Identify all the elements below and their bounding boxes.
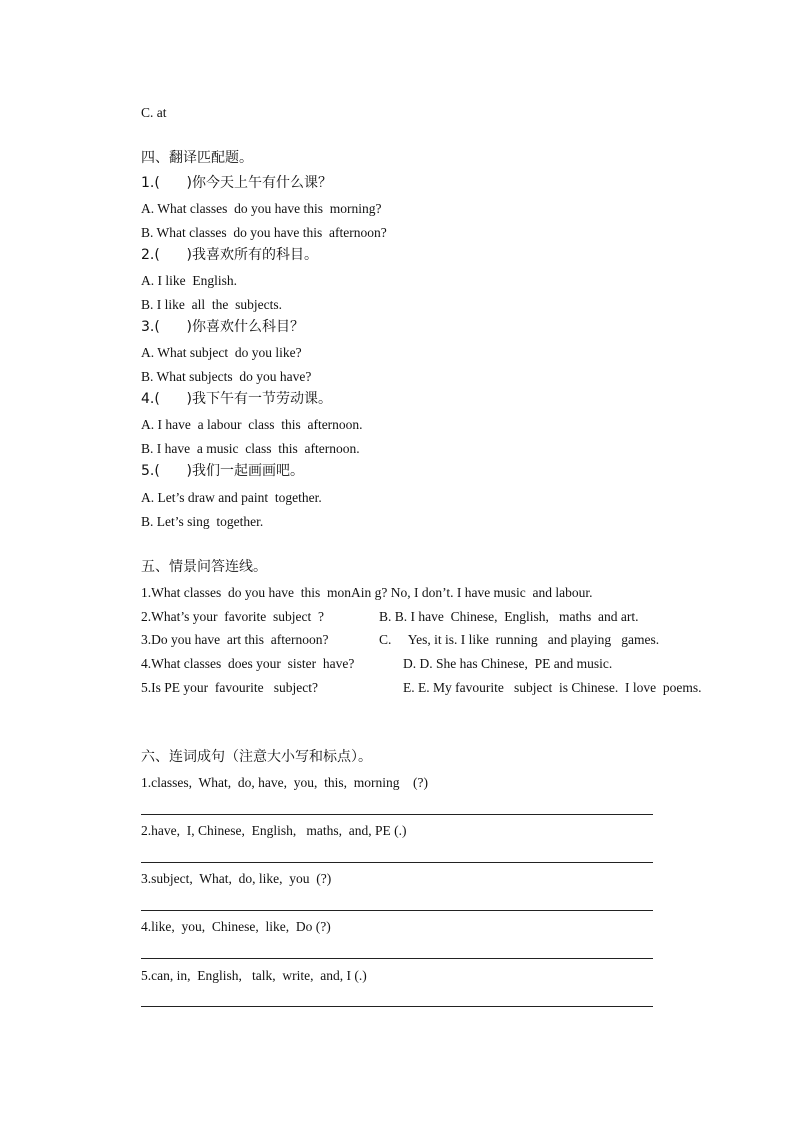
section5-left-4: 4.What classes does your sister have? — [141, 656, 355, 671]
section6-item-5: 5.can, in, English, talk, write, and, I (.) — [141, 968, 367, 983]
section4-q2-option-a: A. I like English. — [141, 273, 237, 288]
section4-q5-option-b: B. Let’s sing together. — [141, 514, 264, 529]
section4-title: 四、翻译匹配题。 — [141, 150, 253, 166]
section6-item-2: 2.have, I, Chinese, English, maths, and, PE (.) — [141, 823, 407, 838]
section4-q2-option-b: B. I like all the subjects. — [141, 297, 282, 312]
section5-right-3: C. Yes, it is. I like running and playing games. — [379, 632, 660, 647]
section5-left-1: 1.What classes do you have this monAin g? No, I don’t. I have music and labour. — [141, 585, 593, 600]
section5-right-5: E. E. My favourite subject is Chinese. I love poems. — [403, 680, 702, 695]
answer-line-1[interactable] — [141, 814, 653, 815]
answer-line-3[interactable] — [141, 910, 653, 911]
section4-question-4: 4.( )我下午有一节劳动课。 — [141, 391, 332, 407]
answer-line-4[interactable] — [141, 958, 653, 959]
section4-question-1: 1.( )你今天上午有什么课？ — [141, 175, 332, 191]
section4-q4-option-b: B. I have a music class this afternoon. — [141, 441, 360, 456]
section4-question-2: 2.( )我喜欢所有的科目。 — [141, 247, 318, 263]
option-c-previous: C. at — [141, 105, 167, 120]
section4-q1-option-a: A. What classes do you have this morning? — [141, 201, 382, 216]
section4-q5-option-a: A. Let’s draw and paint together. — [141, 490, 322, 505]
answer-line-5[interactable] — [141, 1006, 653, 1007]
section4-q3-option-b: B. What subjects do you have? — [141, 369, 312, 384]
section6-item-1: 1.classes, What, do, have, you, this, morning (?) — [141, 775, 428, 790]
section4-question-5: 5.( )我们一起画画吧。 — [141, 463, 304, 479]
section5-right-4: D. D. She has Chinese, PE and music. — [403, 656, 613, 671]
section4-q1-option-b: B. What classes do you have this afternoon? — [141, 225, 387, 240]
section5-title: 五、情景问答连线。 — [141, 559, 267, 575]
section6-item-4: 4.like, you, Chinese, like, Do (?) — [141, 919, 331, 934]
section6-item-3: 3.subject, What, do, like, you (?) — [141, 871, 332, 886]
section6-title: 六、连词成句（注意大小写和标点）。 — [141, 749, 372, 765]
section5-right-2: B. B. I have Chinese, English, maths and art. — [379, 609, 639, 624]
section5-left-3: 3.Do you have art this afternoon? — [141, 632, 329, 647]
section5-left-2: 2.What’s your favorite subject ? — [141, 609, 324, 624]
section4-q4-option-a: A. I have a labour class this afternoon. — [141, 417, 363, 432]
section4-question-3: 3.( )你喜欢什么科目？ — [141, 319, 304, 335]
answer-line-2[interactable] — [141, 862, 653, 863]
section5-left-5: 5.Is PE your favourite subject? — [141, 680, 318, 695]
section4-q3-option-a: A. What subject do you like? — [141, 345, 302, 360]
